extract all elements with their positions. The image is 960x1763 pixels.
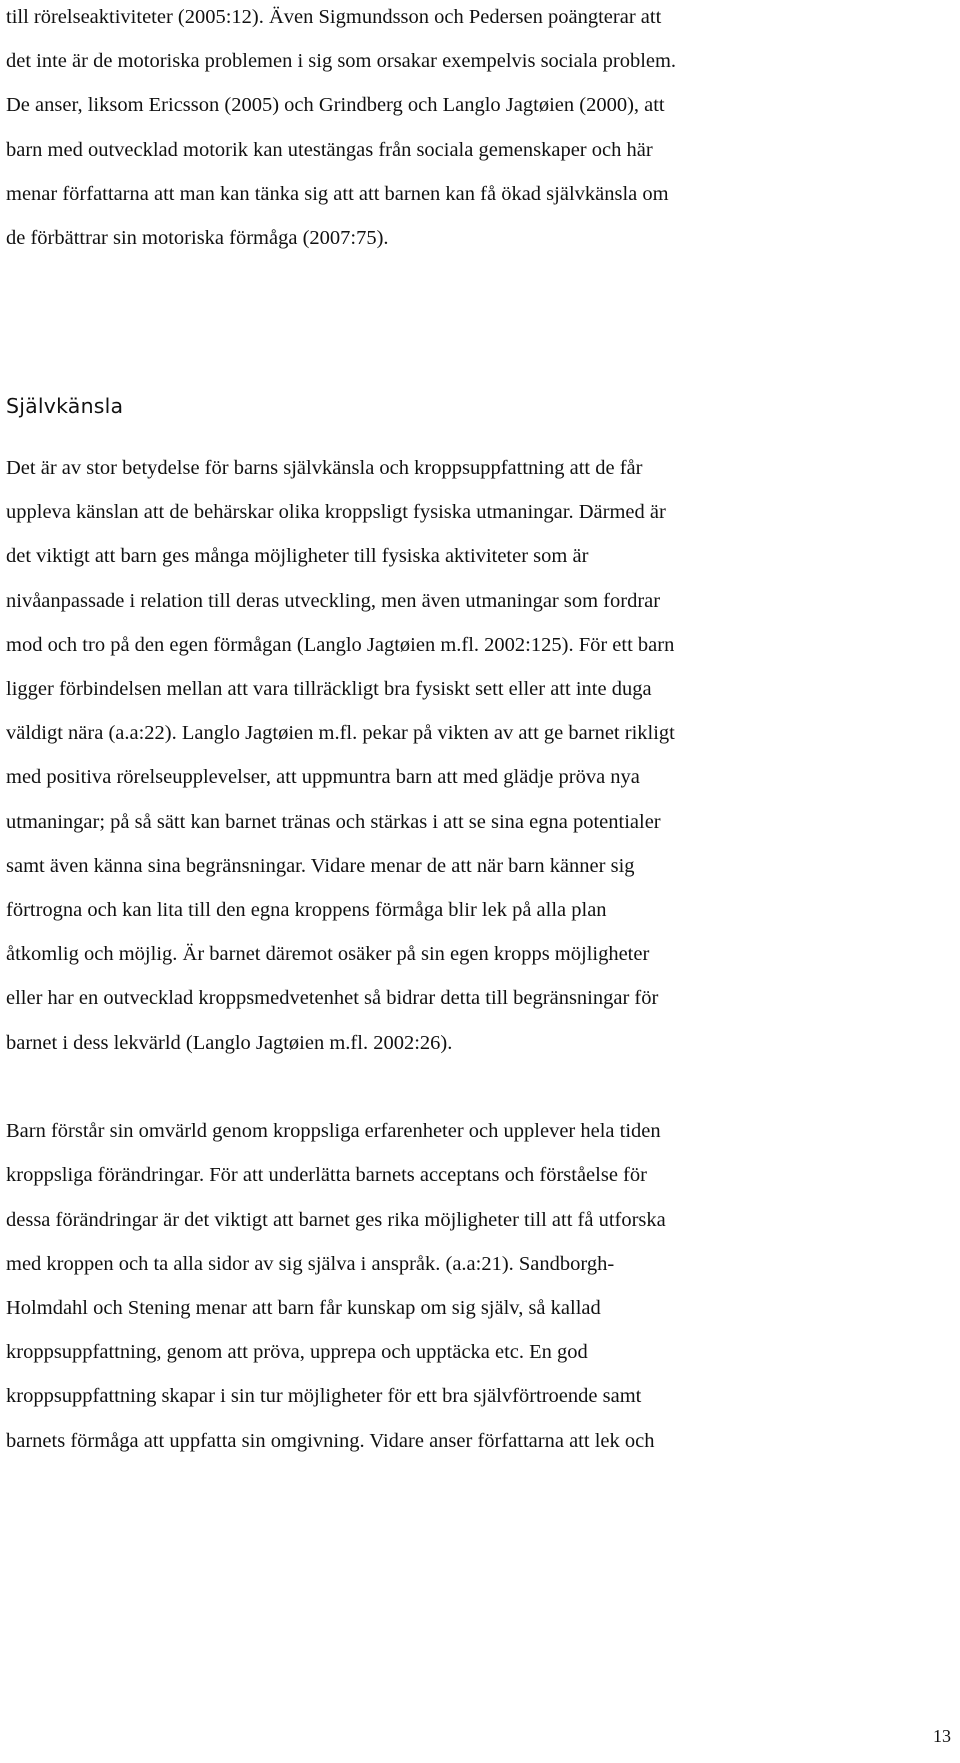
text-line: Holmdahl och Stening menar att barn får kunskap om sig själv, så kallad [6, 1297, 601, 1319]
text-line: barnet i dess lekvärld (Langlo Jagtøien m.fl. 2002:26). [6, 1032, 453, 1054]
text-line: till rörelseaktiviteter (2005:12). Även Sigmundsson och Pedersen poängterar att [6, 6, 662, 28]
text-line: med positiva rörelseupplevelser, att uppmuntra barn att med glädje pröva nya [6, 766, 640, 788]
text-line: åtkomlig och möjlig. Är barnet däremot osäker på sin egen kropps möjligheter [6, 943, 650, 965]
text-line: de förbättrar sin motoriska förmåga (2007:75). [6, 227, 389, 249]
text-line: med kroppen och ta alla sidor av sig själva i anspråk. (a.a:21). Sandborgh- [6, 1253, 615, 1275]
text-line: Det är av stor betydelse för barns självkänsla och kroppsuppfattning att de får [6, 457, 643, 479]
text-line: uppleva känslan att de behärskar olika kroppsligt fysiska utmaningar. Därmed är [6, 501, 666, 523]
text-line: kroppsuppfattning, genom att pröva, upprepa och upptäcka etc. En god [6, 1341, 588, 1363]
text-line: eller har en outvecklad kroppsmedvetenhet så bidrar detta till begränsningar för [6, 987, 659, 1009]
text-line: förtrogna och kan lita till den egna kroppens förmåga blir lek på alla plan [6, 899, 607, 921]
text-line: nivåanpassade i relation till deras utveckling, men även utmaningar som fordrar [6, 590, 661, 612]
text-line: utmaningar; på så sätt kan barnet tränas och stärkas i att se sina egna potentialer [6, 811, 661, 833]
text-line: ligger förbindelsen mellan att vara tillräckligt bra fysiskt sett eller att inte duga [6, 678, 652, 700]
text-line: Barn förstår sin omvärld genom kroppsliga erfarenheter och upplever hela tiden [6, 1120, 661, 1142]
text-line: barnets förmåga att uppfatta sin omgivning. Vidare anser författarna att lek och [6, 1430, 655, 1452]
text-line: samt även känna sina begränsningar. Vidare menar de att när barn känner sig [6, 855, 635, 877]
text-line: De anser, liksom Ericsson (2005) och Grindberg och Langlo Jagtøien (2000), att [6, 94, 665, 116]
text-line: dessa förändringar är det viktigt att barnet ges rika möjligheter till att få utforska [6, 1209, 666, 1231]
text-line: mod och tro på den egen förmågan (Langlo Jagtøien m.fl. 2002:125). För ett barn [6, 634, 675, 656]
text-line: barn med outvecklad motorik kan utestängas från sociala gemenskaper och här [6, 139, 653, 161]
text-line: väldigt nära (a.a:22). Langlo Jagtøien m.fl. pekar på vikten av att ge barnet rikligt [6, 722, 675, 744]
page-number: 13 [933, 1726, 951, 1746]
text-line: det inte är de motoriska problemen i sig som orsakar exempelvis sociala problem. [6, 50, 677, 72]
text-line: kroppsuppfattning skapar i sin tur möjligheter för ett bra självförtroende samt [6, 1385, 642, 1407]
text-line: kroppsliga förändringar. För att underlätta barnets acceptans och förståelse för [6, 1164, 647, 1186]
text-line: det viktigt att barn ges många möjligheter till fysiska aktiviteter som är [6, 545, 589, 567]
text-line: menar författarna att man kan tänka sig att att barnen kan få ökad självkänsla om [6, 183, 669, 205]
section-heading: Självkänsla [6, 394, 124, 418]
